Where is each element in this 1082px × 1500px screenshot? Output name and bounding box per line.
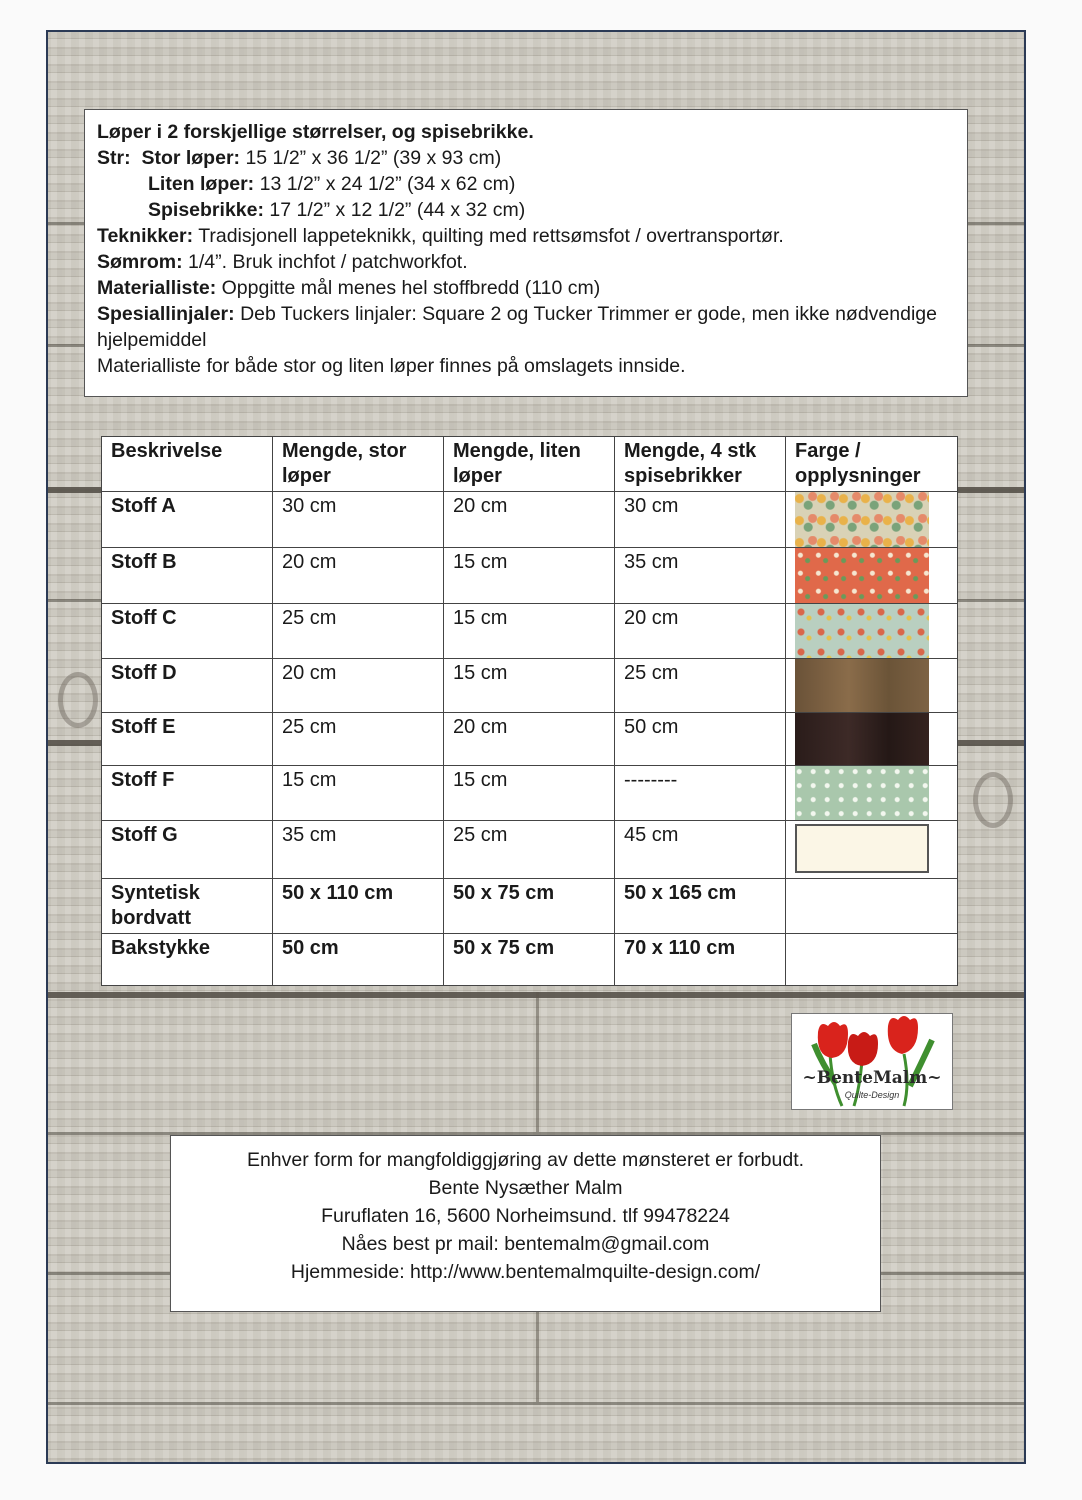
table-row: [102, 713, 958, 766]
table-row: [102, 766, 958, 821]
table-row: [102, 821, 958, 879]
cell-liten: 50 x 75 cm: [444, 879, 615, 934]
row-description: Stoff G: [102, 821, 273, 879]
cell-brikker: 35 cm: [615, 548, 786, 604]
pattern-title: Løper i 2 forskjellige størrelser, og spisebrikke.: [97, 121, 534, 143]
field-spesiallinjaler: Spesiallinjaler: Deb Tuckers linjaler: Square 2 og Tucker Trimmer er gode, men ikke nødvendige hjelpemiddel: [97, 303, 937, 351]
cell-stor: 20 cm: [273, 659, 444, 713]
row-description: Syntetisk bordvatt: [102, 879, 273, 934]
fabric-swatch-f: [795, 766, 929, 820]
field-materialliste: Materialliste: Oppgitte mål menes hel stoffbredd (110 cm): [97, 277, 601, 299]
fabric-swatch-g: [795, 824, 929, 873]
table-header-row: [102, 437, 958, 492]
cell-farge: [786, 766, 958, 821]
cell-farge: [786, 713, 958, 766]
material-table: [101, 436, 958, 986]
logo-brand-text: ~BenteMalm~: [802, 1068, 942, 1088]
cell-farge: [786, 934, 958, 986]
cell-farge: [786, 821, 958, 879]
cell-farge: [786, 492, 958, 548]
bentemalm-logo: [791, 1013, 953, 1110]
column-header: Mengde, 4 stk spisebrikker: [615, 437, 786, 492]
cell-farge: [786, 604, 958, 659]
column-header: Beskrivelse: [102, 437, 273, 492]
field-teknikker: Teknikker: Tradisjonell lappeteknikk, quilting med rettsømsfot / overtransportør.: [97, 225, 784, 247]
copyright-notice: Enhver form for mangfoldiggjøring av dette mønsteret er forbudt.: [246, 1149, 805, 1171]
fabric-swatch-a: [795, 492, 929, 547]
wood-knot: [58, 672, 98, 728]
cell-liten: 25 cm: [444, 821, 615, 879]
cell-brikker: 30 cm: [615, 492, 786, 548]
cell-stor: 20 cm: [273, 548, 444, 604]
cell-brikker: 25 cm: [615, 659, 786, 713]
cell-farge: [786, 548, 958, 604]
size-row-liten: Liten løper: 13 1/2” x 24 1/2” (34 x 62 cm): [148, 173, 516, 195]
row-description: Stoff B: [102, 548, 273, 604]
cell-liten: 50 x 75 cm: [444, 934, 615, 986]
cell-brikker: --------: [615, 766, 786, 821]
table-row: [102, 659, 958, 713]
author-name: Bente Nysæther Malm: [428, 1177, 623, 1199]
cell-brikker: 20 cm: [615, 604, 786, 659]
table-row: [102, 548, 958, 604]
cell-brikker: 70 x 110 cm: [615, 934, 786, 986]
cell-brikker: 50 x 165 cm: [615, 879, 786, 934]
website-line: Hjemmeside: http://www.bentemalmquilte-design.com/: [290, 1261, 761, 1283]
fabric-swatch-c: [795, 604, 929, 658]
cell-liten: 15 cm: [444, 766, 615, 821]
column-header: Mengde, liten løper: [444, 437, 615, 492]
table-row: [102, 492, 958, 548]
table-row: [102, 934, 958, 986]
table-row: [102, 604, 958, 659]
email-line: Nåes best pr mail: bentemalm@gmail.com: [341, 1233, 710, 1255]
row-description: Stoff D: [102, 659, 273, 713]
table-row: [102, 879, 958, 934]
logo-subtitle: Quilte-Design: [844, 1090, 900, 1100]
cell-farge: [786, 879, 958, 934]
row-description: Stoff F: [102, 766, 273, 821]
materialliste-note: Materialliste for både stor og liten løper finnes på omslagets innside.: [97, 355, 686, 377]
size-row-spisebrikke: Spisebrikke: 17 1/2” x 12 1/2” (44 x 32 cm): [148, 199, 526, 221]
cell-liten: 15 cm: [444, 604, 615, 659]
cell-stor: 50 x 110 cm: [273, 879, 444, 934]
column-header: Mengde, stor løper: [273, 437, 444, 492]
size-row-stor: Str: Stor løper: 15 1/2” x 36 1/2” (39 x 93 cm): [97, 147, 502, 169]
cell-stor: 25 cm: [273, 713, 444, 766]
cell-stor: 35 cm: [273, 821, 444, 879]
row-description: Stoff E: [102, 713, 273, 766]
cell-stor: 25 cm: [273, 604, 444, 659]
fabric-swatch-d: [795, 659, 929, 712]
wood-knot: [973, 772, 1013, 828]
cell-stor: 15 cm: [273, 766, 444, 821]
fabric-swatch-b: [795, 548, 929, 603]
cell-liten: 15 cm: [444, 548, 615, 604]
address-phone: Furuflaten 16, 5600 Norheimsund. tlf 99478224: [321, 1205, 730, 1227]
row-description: Stoff C: [102, 604, 273, 659]
fabric-swatch-e: [795, 713, 929, 765]
column-header: Farge / opplysninger: [786, 437, 958, 492]
row-description: Stoff A: [102, 492, 273, 548]
cell-liten: 20 cm: [444, 713, 615, 766]
cell-brikker: 50 cm: [615, 713, 786, 766]
field-somrom: Sømrom: 1/4”. Bruk inchfot / patchworkfot.: [97, 251, 468, 273]
plank-gap: [48, 1402, 1024, 1405]
cell-farge: [786, 659, 958, 713]
pattern-info-box: [84, 109, 968, 397]
cell-liten: 15 cm: [444, 659, 615, 713]
cell-brikker: 45 cm: [615, 821, 786, 879]
cell-liten: 20 cm: [444, 492, 615, 548]
copyright-contact-box: [170, 1135, 881, 1312]
cell-stor: 30 cm: [273, 492, 444, 548]
plank-joint: [536, 992, 539, 1132]
row-description: Bakstykke: [102, 934, 273, 986]
cell-stor: 50 cm: [273, 934, 444, 986]
